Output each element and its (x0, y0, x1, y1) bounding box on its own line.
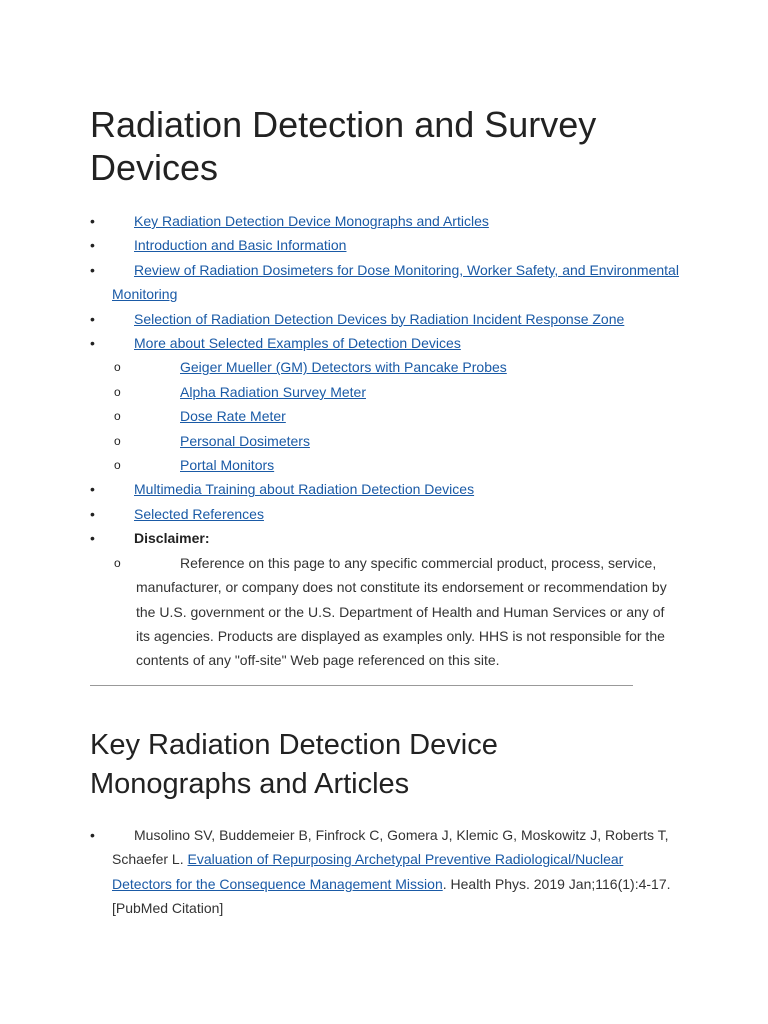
toc-link-portal-monitors[interactable]: Portal Monitors (180, 457, 275, 474)
toc-link-dosimeters-review[interactable]: Review of Radiation Dosimeters for Dose Monitoring, Worker Safety, and Environmental Monitoring (112, 261, 679, 303)
toc-link-selected-references[interactable]: Selected References (134, 505, 264, 522)
reference-list (90, 823, 680, 921)
toc-link-multimedia-training[interactable]: Multimedia Training about Radiation Detection Devices (134, 481, 475, 498)
disclaimer-item (90, 551, 680, 673)
bullet-icon: • (90, 237, 95, 254)
reference-title-link[interactable]: Evaluation of Repurposing Archetypal Preventive Radiological/Nuclear Detectors for the Consequence Management Mission (112, 851, 624, 892)
circle-bullet-icon: o (114, 458, 121, 473)
toc-item (90, 209, 680, 233)
toc-item (90, 233, 680, 257)
toc-link-introduction[interactable]: Introduction and Basic Information (134, 237, 347, 254)
toc-sub-item (90, 453, 680, 477)
toc-link-alpha-meter[interactable]: Alpha Radiation Survey Meter (180, 383, 366, 400)
bullet-icon: • (90, 261, 95, 278)
bullet-icon: • (90, 213, 95, 229)
toc-item (90, 331, 680, 355)
toc-link-selected-examples[interactable]: More about Selected Examples of Detection Devices (134, 335, 461, 352)
section-heading: Key Radiation Detection Device Monographs and Articles (90, 729, 498, 800)
toc-sub-item (90, 429, 680, 453)
bullet-icon: • (90, 310, 95, 327)
bullet-icon: • (90, 505, 95, 522)
reference-authors: Musolino SV, Buddemeier B, Finfrock C, Gomera J, Klemic G, Moskowitz J, Roberts T, Schaefer L. (112, 827, 669, 868)
disclaimer-text: Reference on this page to any specific commercial product, process, service, manufacturer, or company does not constitute its endorsement or recommendation by the U.S. government or the U.S. Department of Health and Human Services or any of its agencies. Products are displayed as examples only. HHS is not responsible for the contents of any "off-site" Web page referenced on this site. (136, 554, 667, 669)
toc-item (90, 502, 680, 526)
reference-item (90, 823, 680, 921)
circle-bullet-icon: o (114, 384, 121, 399)
toc-item (90, 526, 680, 550)
horizontal-divider (90, 685, 633, 686)
bullet-icon: • (90, 827, 95, 843)
disclaimer-label: Disclaimer: (134, 530, 210, 547)
reference-citation: . Health Phys. 2019 Jan;116(1):4-17. [PubMed Citation] (112, 875, 671, 917)
toc-sub-item (90, 404, 680, 428)
bullet-icon: • (90, 530, 95, 547)
toc-link-key-monographs[interactable]: Key Radiation Detection Device Monographs and Articles (134, 213, 489, 229)
bullet-icon: • (90, 335, 95, 352)
circle-bullet-icon: o (114, 409, 121, 424)
circle-bullet-icon: o (114, 555, 121, 570)
toc-sub-item (90, 355, 680, 379)
toc-link-gm-detectors[interactable]: Geiger Mueller (GM) Detectors with Pancake Probes (180, 359, 507, 376)
bullet-icon: • (90, 481, 95, 498)
toc-item (90, 477, 680, 501)
circle-bullet-icon: o (114, 433, 121, 448)
toc-item (90, 307, 680, 331)
page-title: Radiation Detection and Survey Devices (90, 104, 597, 188)
toc-sub-item (90, 380, 680, 404)
toc-link-response-zone[interactable]: Selection of Radiation Detection Devices by Radiation Incident Response Zone (134, 310, 625, 327)
circle-bullet-icon: o (114, 360, 121, 375)
toc-link-dose-rate-meter[interactable]: Dose Rate Meter (180, 408, 286, 425)
toc-item (90, 258, 680, 307)
table-of-contents (90, 209, 680, 673)
toc-link-personal-dosimeters[interactable]: Personal Dosimeters (180, 432, 310, 449)
